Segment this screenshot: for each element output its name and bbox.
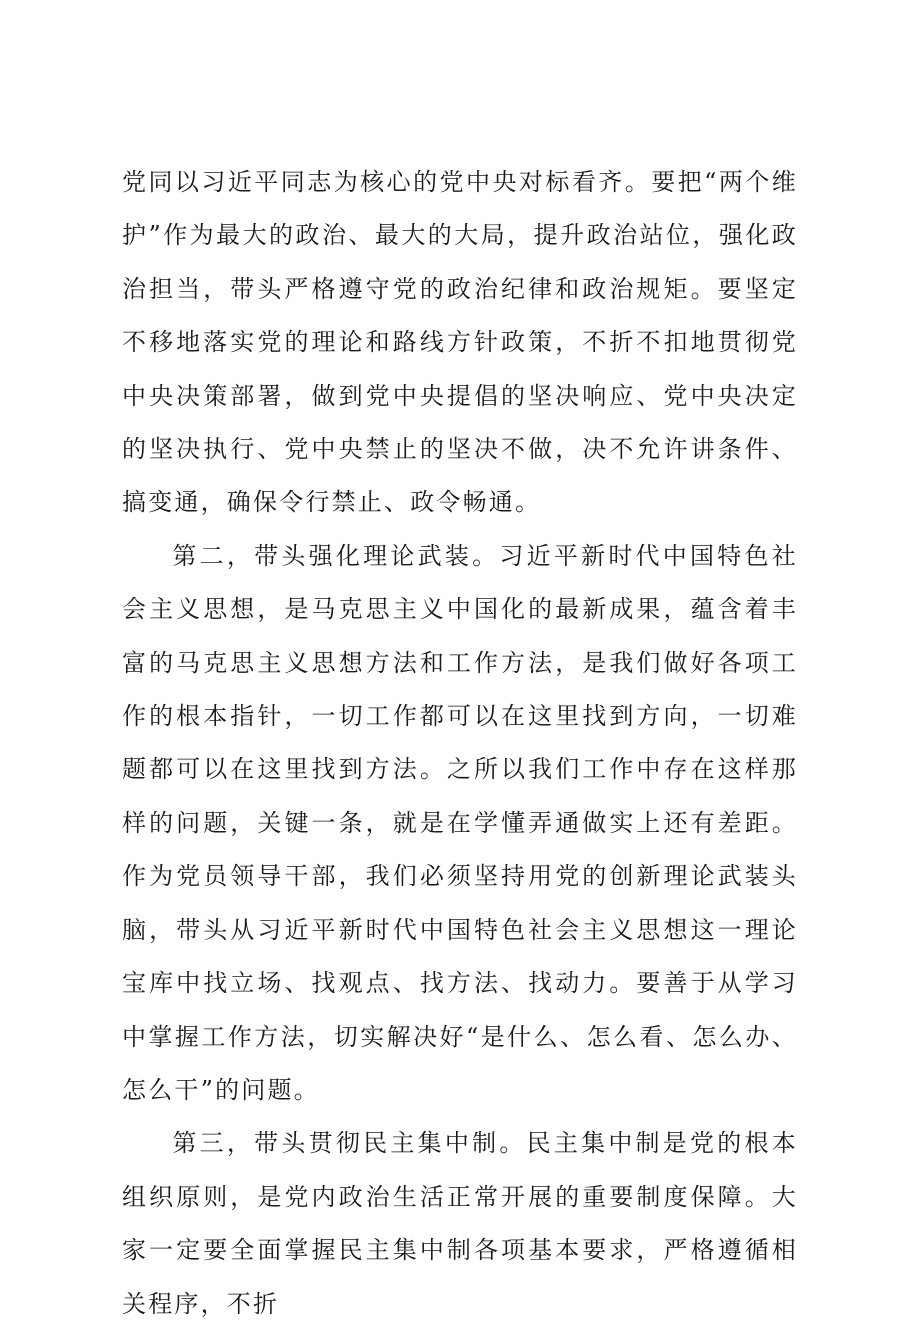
paragraph-3: 第三，带头贯彻民主集中制。民主集中制是党的根本组织原则，是党内政治生活正常开展的重要制度保障。大家一定要全面掌握民主集中制各项基本要求，严格遵循相关程序，不折 bbox=[122, 1129, 798, 1318]
paragraph-2: 第二，带头强化理论武装。习近平新时代中国特色社会主义思想，是马克思主义中国化的最新成果，蕴含着丰富的马克思主义思想方法和工作方法，是我们做好各项工作的根本指针，一切工作都可以在这里找到方向，一切难题都可以在这里找到方法。之所以我们工作中存在这样那样的问题，关键一条，就是在学懂弄通做实上还有差距。作为党员领导干部，我们必须坚持用党的创新理论武装头脑，带头从习近平新时代中国特色社会主义思想这一理论宝库中找立场、找观点、找方法、找动力。要善于从学习中掌握工作方法，切实解决好“是什么、怎么看、怎么办、怎么干”的问题。 bbox=[122, 541, 798, 1104]
document-body bbox=[122, 156, 798, 1331]
paragraph-1: 党同以习近平同志为核心的党中央对标看齐。要把“两个维护”作为最大的政治、最大的大局，提升政治站位，强化政治担当，带头严格遵守党的政治纪律和政治规矩。要坚定不移地落实党的理论和路线方针政策，不折不扣地贯彻党中央决策部署，做到党中央提倡的坚决响应、党中央决定的坚决执行、党中央禁止的坚决不做，决不允许讲条件、搞变通，确保令行禁止、政令畅通。 bbox=[122, 168, 798, 517]
